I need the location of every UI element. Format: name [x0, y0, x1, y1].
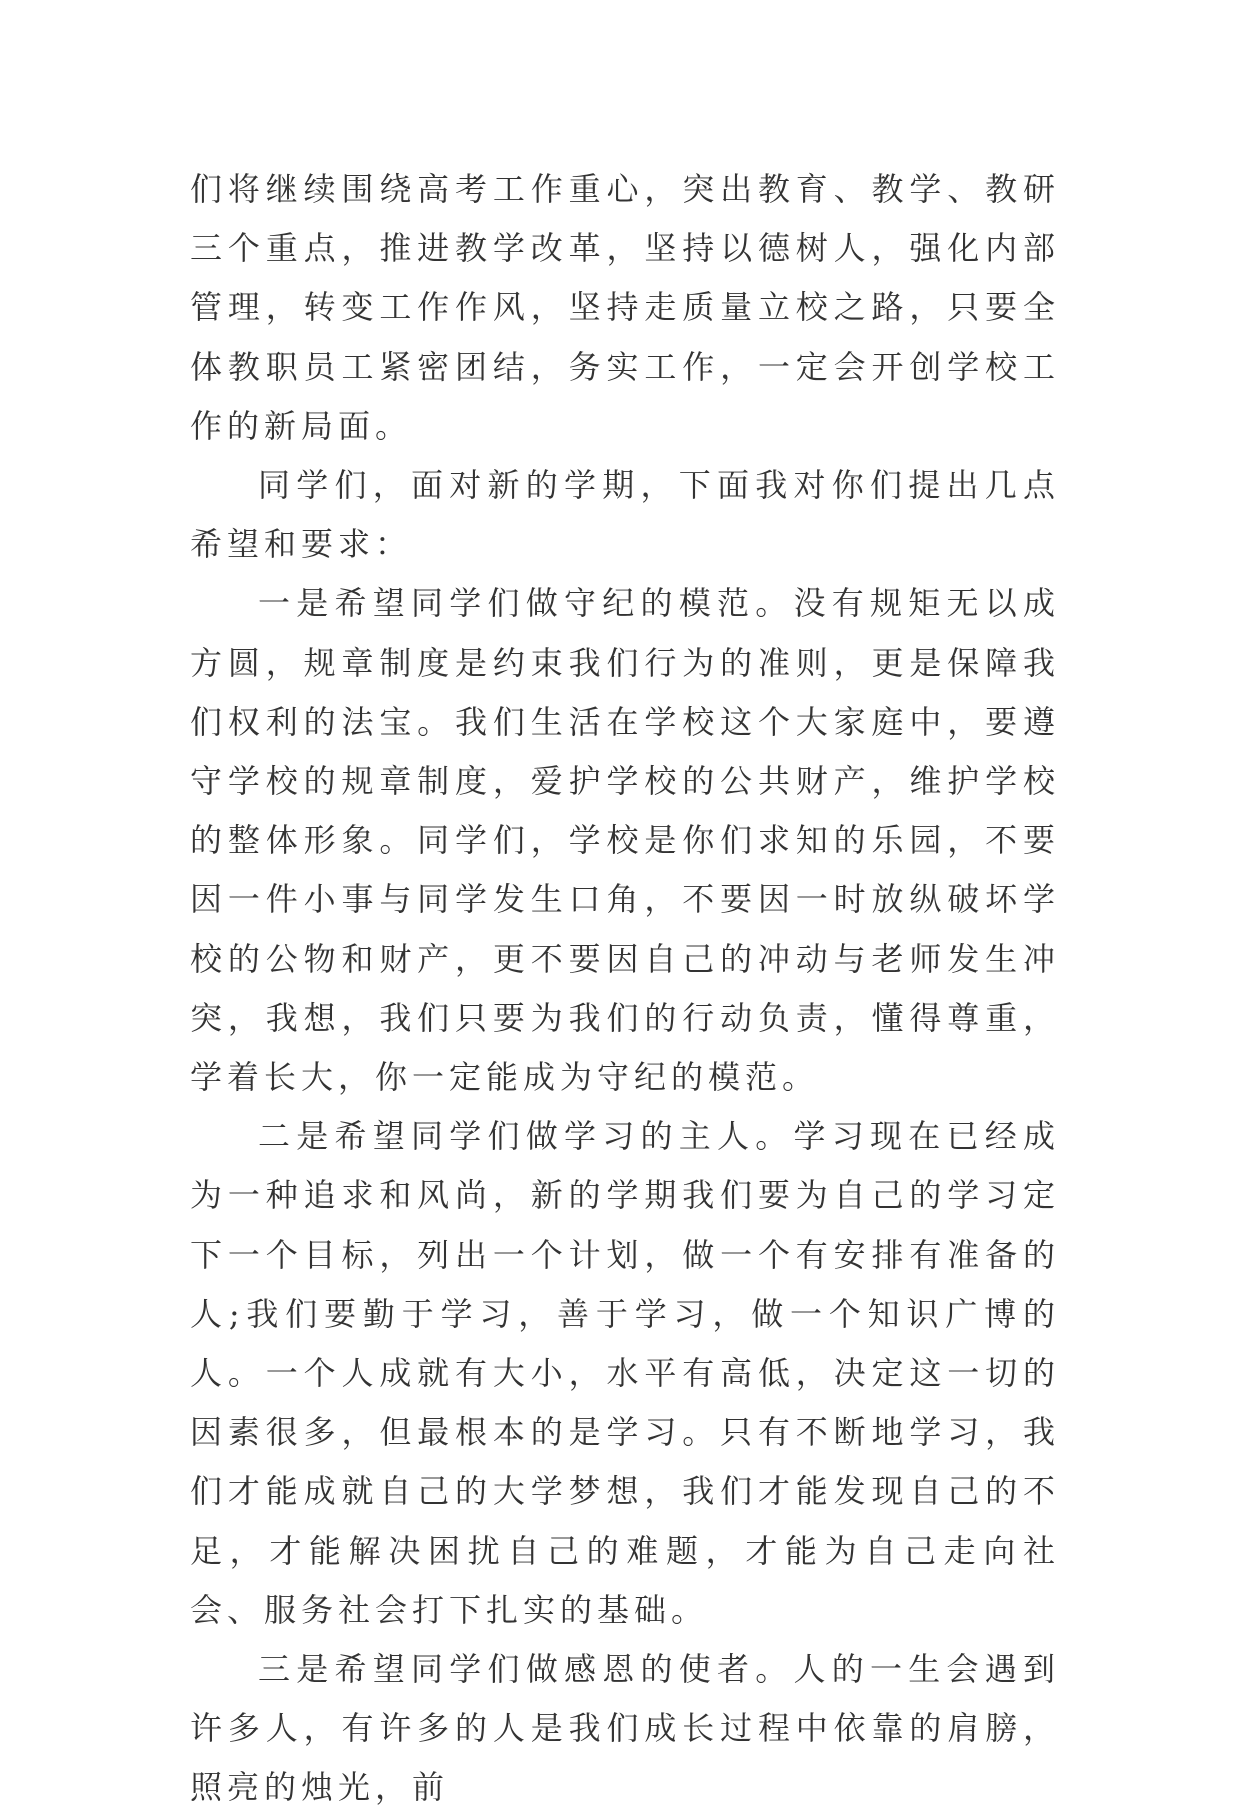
paragraph-point-one: 一是希望同学们做守纪的模范。没有规矩无以成方圆，规章制度是约束我们行为的准则，更是保障我们权利的法宝。我们生活在学校这个大家庭中，要遵守学校的规章制度，爱护学校的公共财产，维护学校的整体形象。同学们，学校是你们求知的乐园，不要因一件小事与同学发生口角，不要因一时放纵破坏学校的公物和财产，更不要因自己的冲动与老师发生冲突，我想，我们只要为我们的行动负责，懂得尊重，学着长大，你一定能成为守纪的模范。: [190, 584, 1060, 1097]
paragraph-point-three: 三是希望同学们做感恩的使者。人的一生会遇到许多人，有许多的人是我们成长过程中依靠的肩膀，照亮的烛光，前: [190, 1650, 1060, 1807]
paragraph-continuation: 们将继续围绕高考工作重心，突出教育、教学、教研三个重点，推进教学改革，坚持以德树人，强化内部管理，转变工作作风，坚持走质量立校之路，只要全体教职员工紧密团结，务实工作，一定会开创学校工作的新局面。: [190, 170, 1060, 445]
paragraph-point-two: 二是希望同学们做学习的主人。学习现在已经成为一种追求和风尚，新的学期我们要为自己的学习定下一个目标，列出一个计划，做一个有安排有准备的人;我们要勤于学习，善于学习，做一个知识广博的人。一个人成就有大小，水平有高低，决定这一切的因素很多，但最根本的是学习。只有不断地学习，我们才能成就自己的大学梦想，我们才能发现自己的不足，才能解决困扰自己的难题，才能为自己走向社会、服务社会打下扎实的基础。: [190, 1117, 1060, 1629]
body-text: [190, 160, 1060, 1818]
paragraph-intro: 同学们，面对新的学期，下面我对你们提出几点希望和要求：: [190, 466, 1060, 564]
